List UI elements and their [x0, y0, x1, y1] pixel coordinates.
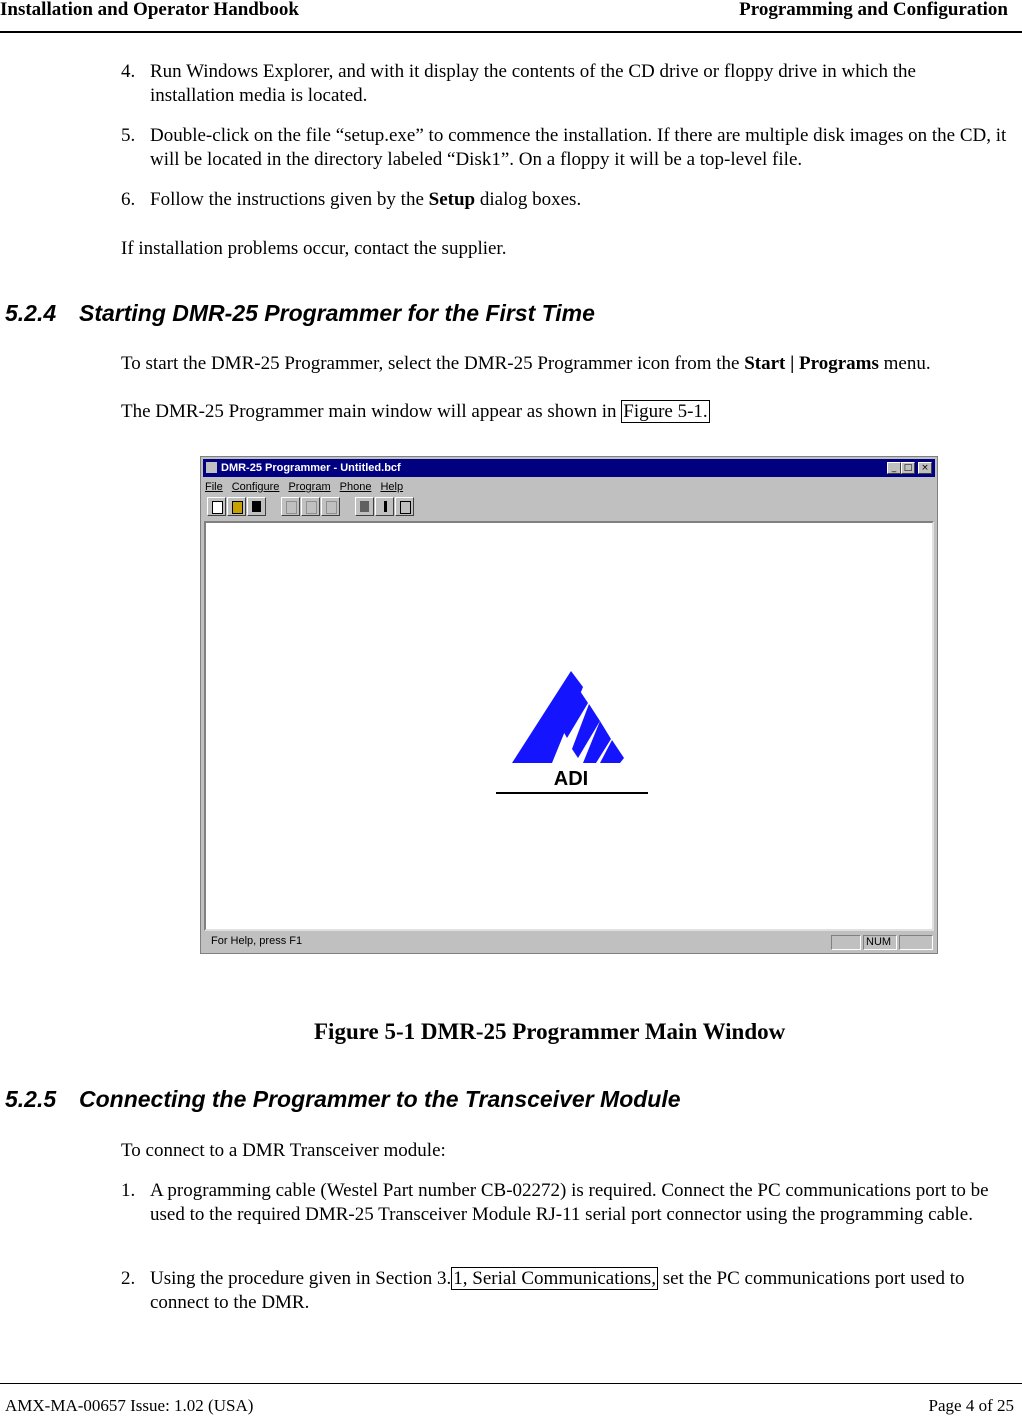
section-524-number: 5.2.4 — [5, 300, 57, 326]
step-2-number: 2. — [121, 1268, 136, 1289]
header-rule — [0, 31, 1022, 33]
footer-page-number: Page 4 of 25 — [928, 1396, 1014, 1415]
step-6-number: 6. — [121, 189, 136, 210]
about-icon — [375, 497, 394, 516]
programmer-window-screenshot — [200, 456, 938, 954]
footer-document-id: AMX-MA-00657 Issue: 1.02 (USA) — [5, 1396, 254, 1415]
paste-icon — [321, 497, 340, 516]
figure-5-1-link[interactable]: Figure 5-1. — [623, 401, 708, 422]
step-6-text: Follow the instructions given by the Setup dialog boxes. — [150, 189, 582, 210]
step-5-text: Double-click on the file “setup.exe” to commence the installation. If there are multiple disk images on the CD, it will be located in the directory labeled “Disk1”. On a floppy it will be a top-level file. — [150, 125, 1007, 170]
section-524-para1: To start the DMR-25 Programmer, select the DMR-25 Programmer icon from the Start | Programs menu. — [121, 353, 931, 374]
window-statusbar — [205, 935, 935, 951]
menu-configure: Configure — [231, 481, 280, 493]
window-client-area — [204, 521, 934, 931]
window-titlebar — [203, 459, 935, 477]
new-file-icon — [207, 497, 226, 516]
section-524-para2: The DMR-25 Programmer main window will appear as shown in Figure 5-1. — [121, 401, 708, 422]
close-icon: × — [918, 462, 932, 474]
step-4-text: Run Windows Explorer, and with it display the contents of the CD drive or floppy drive in which the installation media is located. — [150, 61, 916, 106]
serial-communications-link[interactable]: 1, Serial Communications, — [453, 1268, 656, 1289]
footer-rule — [0, 1383, 1022, 1384]
print-icon — [355, 497, 374, 516]
adi-logo-text: ADI — [553, 768, 589, 790]
open-folder-icon — [227, 497, 246, 516]
step-1-text: A programming cable (Westel Part number CB-02272) is required. Connect the PC communications port to be used to the required DMR-25 Transceiver Module RJ-11 serial port connector using the programming cable. — [150, 1180, 989, 1225]
running-header-left: Installation and Operator Handbook — [0, 0, 299, 20]
step-2-text: Using the procedure given in Section 3. 1, Serial Communications, set the PC communications port used to connect to the DMR. — [150, 1268, 965, 1313]
status-num-indicator: NUM — [863, 935, 897, 950]
install-note: If installation problems occur, contact the supplier. — [121, 238, 507, 259]
start-programs-menu-term: Start | Programs — [744, 353, 879, 374]
menu-help: Help — [380, 481, 404, 493]
section-524-title: Starting DMR-25 Programmer for the First Time — [79, 300, 595, 326]
window-title: DMR-25 Programmer - Untitled.bcf — [221, 462, 401, 474]
maximize-icon: □ — [901, 462, 915, 474]
section-525-title: Connecting the Programmer to the Transceiver Module — [79, 1086, 681, 1112]
copy-icon — [301, 497, 320, 516]
menu-phone: Phone — [339, 481, 372, 493]
section-525-intro: To connect to a DMR Transceiver module: — [121, 1140, 446, 1161]
minimize-icon: _ — [887, 462, 901, 474]
figure-caption: Figure 5-1 DMR-25 Programmer Main Window — [314, 1019, 786, 1044]
menu-file: File — [205, 481, 223, 493]
section-525-number: 5.2.5 — [5, 1086, 57, 1112]
setup-term: Setup — [428, 189, 476, 210]
status-blank-panel-2 — [899, 935, 933, 950]
context-help-icon — [395, 497, 414, 516]
status-blank-panel — [831, 935, 861, 950]
step-1-number: 1. — [121, 1180, 136, 1201]
app-system-icon — [206, 462, 217, 473]
menu-program: Program — [288, 481, 331, 493]
step-5-number: 5. — [121, 125, 136, 146]
cut-icon — [281, 497, 300, 516]
window-menubar — [205, 479, 412, 495]
status-help-text: For Help, press F1 — [211, 935, 303, 947]
running-header-right: Programming and Configuration — [739, 0, 1008, 20]
save-disk-icon — [247, 497, 266, 516]
step-4-number: 4. — [121, 61, 136, 82]
